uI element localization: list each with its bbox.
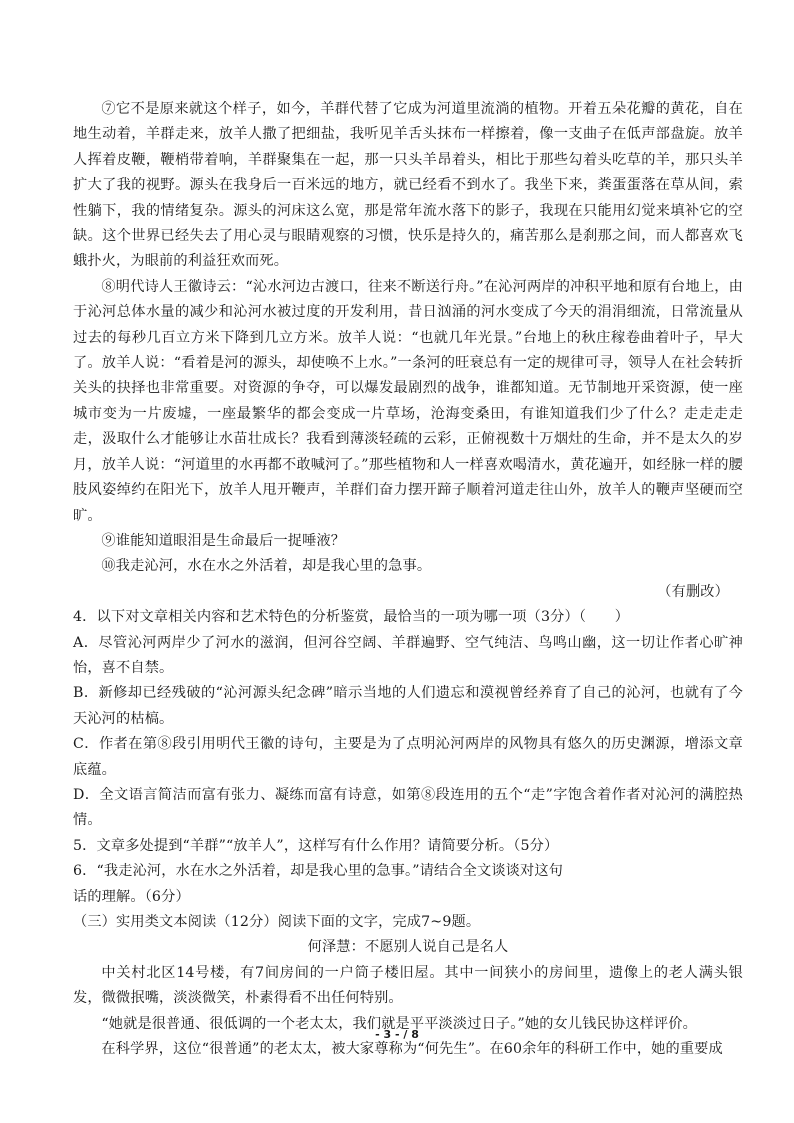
paragraph-9: ⑨谁能知道眼泪是生命最后一捉唾液？ (101, 532, 346, 549)
paragraph-7: ⑦它不是原来就这个样子，如今，羊群代替了它成为河道里流淌的植物。开着五朵花瓣的黄花，自在地生动着，羊群走来，放羊人撒了把细盐，我听见羊舌头抹布一样擦着，像一支曲子在低声部盘旋。放羊人挥着皮鞭，鞭梢带着响，羊群聚集在一起，那一只头羊昂着头，相比于那些勾着头吃草的羊，那只头羊扩大了我的视野。源头在我身后一百米远的地方，就已经看不到水了。我坐下来，粪蛋蛋落在草从间，索性躺下，我的情绪复杂。源头的河床这么宽，那是常年流水落下的影子，我现在只能用幻觉来填补它的空缺。这个世界已经失去了用心灵与眼睛观察的习惯，快乐是持久的，痛苦那么是刹那之间，而人都喜欢飞蛾扑火，为眼前的利益狂欢而死。 (73, 101, 743, 270)
question-5: 5．文章多处提到“羊群”“放羊人”，这样写有什么作用？请简要分析。（5分） (73, 837, 559, 854)
question-6-line-2: 话的理解。（6分） (73, 888, 190, 905)
question-4-option-b: B．新修却已经残破的“沁河源头纪念碑”暗示当地的人们遗忘和漠视曾经养育了自己的沁河，也就有了今天沁河的枯槁。 (73, 685, 743, 727)
article-paragraph-1: 中关村北区14号楼，有7间房间的一户筒子楼旧屋。其中一间狭小的房间里，遗像上的老人满头银发，微微抿嘴，淡淡微笑，朴素得看不出任何特别。 (73, 964, 743, 1007)
question-4-option-d: D．全文语言简洁而富有张力、凝练而富有诗意，如第⑧段连用的五个“走”字饱含着作者对沁河的满腔热情。 (73, 786, 743, 829)
source-note: （有删改） (657, 583, 729, 600)
page-content (73, 97, 743, 1062)
paragraph-8: ⑧明代诗人王徽诗云：“沁水河边古渡口，往来不断送行舟。”在沁河两岸的冲积平地和原有台地上，由于沁河总体水量的减少和沁河水被过度的开发利用，昔日汹涌的河水变成了今天的涓涓细流，日常流量从过去的每秒几百立方米下降到几立方米。放羊人说：“也就几年光景。”台地上的秋庄稼卷曲着叶子，早大了。放羊人说：“看着是河的源头，却使唤不上水。”一条河的旺衰总有一定的规律可寻，领导人在社会转折关头的抉择也非常重要。对资源的争夺，可以爆发最剧烈的战争，谁都知道。无节制地开采资源，使一座城市变为一片废墟，一座最繁华的都会变成一片草场，沧海变桑田，有谁知道我们少了什么？走走走走走，汲取什么才能够让水苗壮成长？我看到薄淡轻疏的云彩，正俯视数十万烟灶的生命，并不是太久的岁月，放羊人说：“河道里的水再都不敢喊河了。”那些植物和人一样喜欢喝清水，黄花遍开，如经脉一样的腰肢风姿绰约在阳光下，放羊人甩开鞭声，羊群们奋力摆开蹄子顺着河道走往山外，放羊人的鞭声坚硬而空旷。 (73, 278, 743, 524)
question-4-option-c: C．作者在第⑧段引用明代王徽的诗句，主要是为了点明沁河两岸的风物具有悠久的历史渊源，增添文章底蕴。 (73, 736, 743, 778)
article-paragraph-2: “她就是很普通、很低调的一个老太太，我们就是平平淡淡过日子。”她的女儿钱民协这样评价。 (101, 1015, 697, 1032)
article-title: 何泽慧：不愿别人说自己是名人 (307, 939, 509, 956)
paragraph-10: ⑩我走沁河，水在水之外活着，却是我心里的急事。 (101, 558, 432, 575)
page-number: - 3 - / 8 (375, 1028, 419, 1041)
question-4-option-a: A．尽管沁河两岸少了河水的滋润，但河谷空阔、羊群遍野、空气纯洁、鸟鸣山幽，这一切让作者心旷神怡，喜不自禁。 (73, 634, 743, 676)
question-6-line-1: 6．“我走沁河，水在水之外活着，却是我心里的急事。”请结合全文谈谈对这句 (73, 863, 564, 880)
article-paragraph-3: 在科学界，这位“很普通”的老太太，被大家尊称为“何先生”。在60余年的科研工作中，她的重要成 (101, 1041, 723, 1058)
question-4: 4．以下对文章相关内容和艺术特色的分析鉴赏，最恰当的一项为哪一项（3分）（ ） (73, 609, 630, 626)
section-3-header: （三）实用类文本阅读（12分）阅读下面的文字，完成7~9题。 (73, 914, 481, 930)
